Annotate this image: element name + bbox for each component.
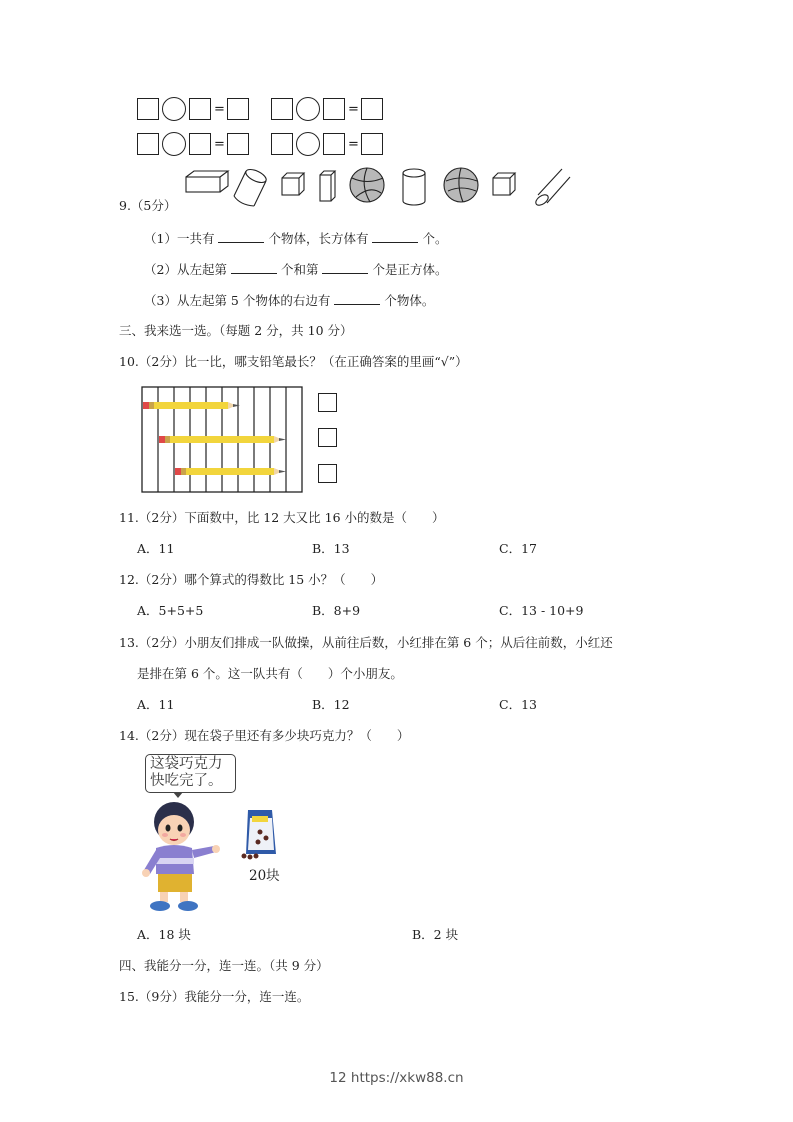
- answer-blank[interactable]: [231, 261, 277, 274]
- cube-icon: [493, 173, 515, 195]
- equals-sign: =: [214, 136, 225, 152]
- q13-text-line1: 13.（2分）小朋友们排成一队做操，从前往后数，小红排在第 6 个；从后往前数，小红还: [119, 635, 613, 650]
- q12-option-a[interactable]: A．5+5+5: [137, 603, 204, 618]
- boy-illustration: [140, 798, 220, 913]
- operator-circle[interactable]: [162, 132, 186, 156]
- tilted-cylinder-icon: [234, 167, 268, 206]
- cube-icon: [282, 173, 304, 195]
- answer-blank[interactable]: [334, 292, 380, 305]
- bag-label: 20块: [249, 868, 280, 884]
- bubble-line-2: 快吃完了。: [150, 773, 223, 789]
- answer-box[interactable]: [137, 133, 159, 155]
- operator-circle[interactable]: [296, 132, 320, 156]
- answer-checkbox-1[interactable]: [318, 393, 337, 412]
- answer-box[interactable]: [323, 98, 345, 120]
- q13-option-a[interactable]: A．11: [137, 697, 175, 712]
- q13-option-b[interactable]: B．12: [312, 697, 350, 712]
- q9-item-3: （3）从左起第 5 个物体的右边有 个物体。: [144, 293, 435, 308]
- q11-option-a[interactable]: A．11: [137, 541, 175, 556]
- q14-text: 14.（2分）现在袋子里还有多少块巧克力？（ ）: [119, 728, 410, 743]
- equals-sign: =: [214, 101, 225, 117]
- basketball-icon: [444, 168, 478, 202]
- operator-circle[interactable]: [162, 97, 186, 121]
- pencil-3: [175, 468, 286, 475]
- answer-checkbox-3[interactable]: [318, 464, 337, 483]
- answer-box[interactable]: [189, 98, 211, 120]
- tilted-cylinder-icon: [534, 169, 570, 207]
- q15-text: 15.（9分）我能分一分，连一连。: [119, 989, 310, 1004]
- pencil-1: [143, 402, 240, 409]
- q12-option-c[interactable]: C．13 - 10+9: [499, 603, 584, 618]
- page-footer: 12 https://xkw88.cn: [329, 1070, 464, 1086]
- section-4-heading: 四、我能分一分，连一连。（共 9 分）: [119, 958, 329, 973]
- bubble-line-1: 这袋巧克力: [150, 756, 223, 772]
- tall-cuboid-icon: [320, 171, 335, 201]
- answer-blank[interactable]: [218, 230, 264, 243]
- basketball-icon: [350, 168, 384, 202]
- q11-text: 11.（2分）下面数中，比 12 大又比 16 小的数是（ ）: [119, 510, 445, 525]
- cuboid-icon: [186, 171, 228, 192]
- answer-box[interactable]: [137, 98, 159, 120]
- answer-box[interactable]: [361, 98, 383, 120]
- equation-row-1: [137, 97, 383, 121]
- equals-sign: =: [348, 136, 359, 152]
- pencil-grid: [140, 385, 305, 495]
- q13-option-c[interactable]: C．13: [499, 697, 537, 712]
- q11-option-b[interactable]: B．13: [312, 541, 350, 556]
- answer-box[interactable]: [361, 133, 383, 155]
- equals-sign: =: [348, 101, 359, 117]
- section-3-heading: 三、我来选一选。（每题 2 分，共 10 分）: [119, 323, 353, 338]
- answer-blank[interactable]: [372, 230, 418, 243]
- q11-option-c[interactable]: C．17: [499, 541, 537, 556]
- cylinder-icon: [403, 169, 425, 205]
- q12-text: 12.（2分）哪个算式的得数比 15 小？（ ）: [119, 572, 384, 587]
- answer-box[interactable]: [227, 133, 249, 155]
- q13-text-line2: 是排在第 6 个。这一队共有（ ）个小朋友。: [137, 666, 403, 681]
- answer-box[interactable]: [271, 133, 293, 155]
- q14-option-a[interactable]: A．18 块: [137, 927, 191, 942]
- q12-option-b[interactable]: B．8+9: [312, 603, 361, 618]
- answer-checkbox-2[interactable]: [318, 428, 337, 447]
- q14-option-b[interactable]: B．2 块: [412, 927, 459, 942]
- answer-box[interactable]: [227, 98, 249, 120]
- operator-circle[interactable]: [296, 97, 320, 121]
- shapes-illustration: [180, 163, 580, 213]
- answer-box[interactable]: [271, 98, 293, 120]
- q9-header: 9.（5分）: [119, 198, 177, 213]
- pencil-2: [159, 436, 286, 443]
- equation-row-2: [137, 132, 383, 156]
- answer-blank[interactable]: [322, 261, 368, 274]
- answer-box[interactable]: [189, 133, 211, 155]
- chocolate-bag-icon: [238, 806, 280, 864]
- q9-item-1: （1）一共有 个物体，长方体有 个。: [144, 231, 448, 246]
- q9-item-2: （2）从左起第 个和第 个是正方体。: [144, 262, 448, 277]
- answer-box[interactable]: [323, 133, 345, 155]
- q10-text: 10.（2分）比一比，哪支铅笔最长？（在正确答案的里画“√”）: [119, 354, 468, 369]
- speech-bubble: [145, 754, 236, 793]
